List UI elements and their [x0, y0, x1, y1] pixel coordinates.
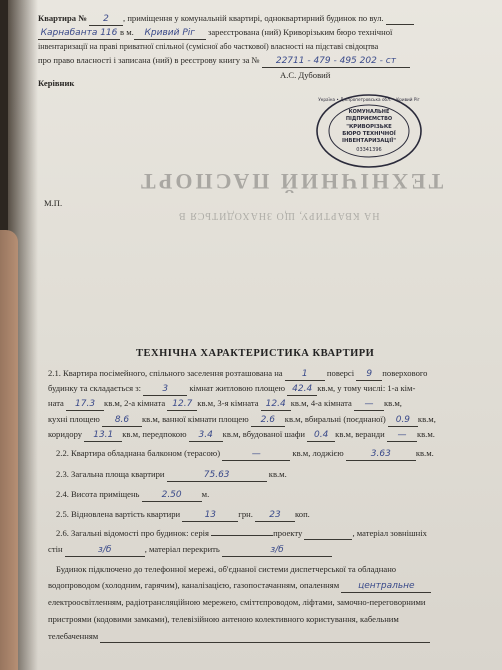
show-through-title: ТЕХНІЧНИЙ ПАСПОРТ	[138, 169, 444, 194]
para-line5: телебаченням	[48, 631, 430, 643]
s23-line: 2.3. Загальна площа квартири 75.63 кв.м.	[56, 469, 287, 480]
stamp-line5: ІНВЕНТАРИЗАЦІЇ"	[342, 138, 396, 144]
wc-value: 0.9	[388, 415, 418, 427]
para-line1: Будинок підключено до телефонної мережі, об'єднаної системи диспетчерської та обладнано	[56, 564, 397, 574]
street-line	[38, 27, 392, 40]
city-label: в м.	[120, 27, 134, 37]
height-value: 2.50	[142, 490, 202, 502]
s26-line1: 2.6. Загальні відомості про будинок: серія проекту , матеріал зовнішніх	[56, 528, 427, 538]
stamp-line2: ПІДПРИЄМСТВО	[345, 116, 393, 122]
s26-line2: стін з/б , матеріал перекрить з/б	[48, 544, 332, 557]
stamp-line3: "КРИВОРІЗЬКЕ	[346, 124, 392, 130]
cost-value: 13	[182, 510, 238, 522]
veranda-value: —	[387, 430, 417, 442]
room2-value: 12.7	[167, 399, 197, 411]
apartment-label: Квартира №	[38, 13, 87, 23]
balcony-value: —	[222, 449, 290, 461]
registered-text: зареєстрована (ний) Криворізьким бюро технічної	[207, 27, 393, 37]
stamp-code: 03341396	[356, 147, 382, 153]
s21-line5: коридору 13.1 кв.м, передпокою 3.4 кв.м, вбудованої шафи 0.4 кв.м, веранди — кв.м.	[48, 429, 435, 440]
living-area-value: 42.4	[287, 384, 317, 396]
walls-value: з/б	[65, 545, 145, 557]
register-number: 22711 - 479 - 495 202 - ст	[262, 56, 410, 68]
s21-line3: ната 17.3 кв.м, 2-а кімната 12.7 кв.м, 3-я кімната 12.4 кв.м, 4-а кімната — кв.м,	[48, 398, 402, 409]
city-value: Кривий Ріг	[134, 28, 206, 40]
kop-value: 23	[255, 510, 295, 522]
para-line3: електроосвітленням, радіотрансляційною мережею, сміттєпроводом, ліфтами, замочно-переговорними	[48, 597, 426, 607]
s24-line: 2.4. Висота приміщень 2.50 м.	[56, 489, 210, 500]
s25-line: 2.5. Відновлена вартість квартири 13 грн. 23 коп.	[56, 509, 310, 520]
section-heading: ТЕХНІЧНА ХАРАКТЕРИСТИКА КВАРТИРИ	[136, 348, 375, 359]
closet-value: 0.4	[307, 430, 335, 442]
para-line4: пристроями (кодовими замками), телевізійною антеною колективного користування, кабельним	[48, 614, 399, 624]
s21-line1: 2.1. Квартира посімейного, спільного заселення розташована на 1 поверсі 9 поверхового	[48, 368, 428, 379]
floor-material-value: з/б	[222, 545, 332, 557]
s22-line: 2.2. Квартира обладнана балконом (терасою) — кв.м, лоджією 3.63 кв.м.	[56, 448, 434, 459]
s21-line2: будинку та складається з: 3 кімнат житловою площею 42.4 кв.м, у тому числі: 1-а кім-	[48, 383, 416, 394]
series-value	[211, 535, 273, 536]
s21-line4: кухні площею 8.6 кв.м, ванної кімнати площею 2.6 кв.м, вбиральні (поєднаної) 0.9 кв.м,	[48, 414, 436, 425]
stamp-line4: БЮРО ТЕХНІЧНОЇ	[342, 131, 396, 137]
thumb	[0, 230, 18, 670]
floors-value: 9	[356, 369, 382, 381]
rooms-value: 3	[143, 384, 187, 396]
room4-value: —	[354, 399, 384, 411]
register-label: про право власності і записана (ний) в реєстрову книгу за №	[38, 55, 260, 65]
show-through-subtitle: НА КВАРТИРУ, ЩО ЗНАХОДИТЬСЯ В	[178, 210, 380, 221]
total-area-value: 75.63	[167, 470, 267, 482]
bath-value: 2.6	[251, 415, 285, 427]
seal-place-label: М.П.	[44, 198, 63, 208]
round-stamp	[314, 92, 424, 170]
apartment-text: , приміщення у комунальній квартирі, одноквартирний будинок по вул.	[123, 13, 384, 23]
head-label: Керівник	[38, 78, 75, 88]
ownership-text: інвентаризації на праві приватної спільної (сумісної або часткової) власності на підставі свідоцтва	[38, 42, 379, 51]
floor-value: 1	[285, 369, 325, 381]
stamp-line1: КОМУНАЛЬНЕ	[348, 109, 390, 115]
head-name: А.С. Дубовий	[280, 70, 331, 80]
apartment-line	[38, 13, 414, 26]
corridor-value: 13.1	[84, 430, 122, 442]
register-line	[38, 55, 410, 68]
kitchen-value: 8.6	[102, 415, 142, 427]
street-value: Карнабанта 116	[38, 28, 120, 40]
stamp-ring-text: Україна • Дніпропетровська обл. • Кривий Ріг	[318, 97, 420, 102]
apartment-number: 2	[89, 14, 123, 26]
para-line2: водопроводом (холодним, гарячим), каналізацією, газопостачанням, опаленням центральне	[48, 580, 431, 593]
heating-value: центральне	[341, 581, 431, 593]
loggia-value: 3.63	[346, 449, 416, 461]
room1-value: 17.3	[66, 399, 104, 411]
document-page	[8, 0, 502, 670]
hall-value: 3.4	[189, 430, 223, 442]
room3-value: 12.4	[261, 399, 291, 411]
